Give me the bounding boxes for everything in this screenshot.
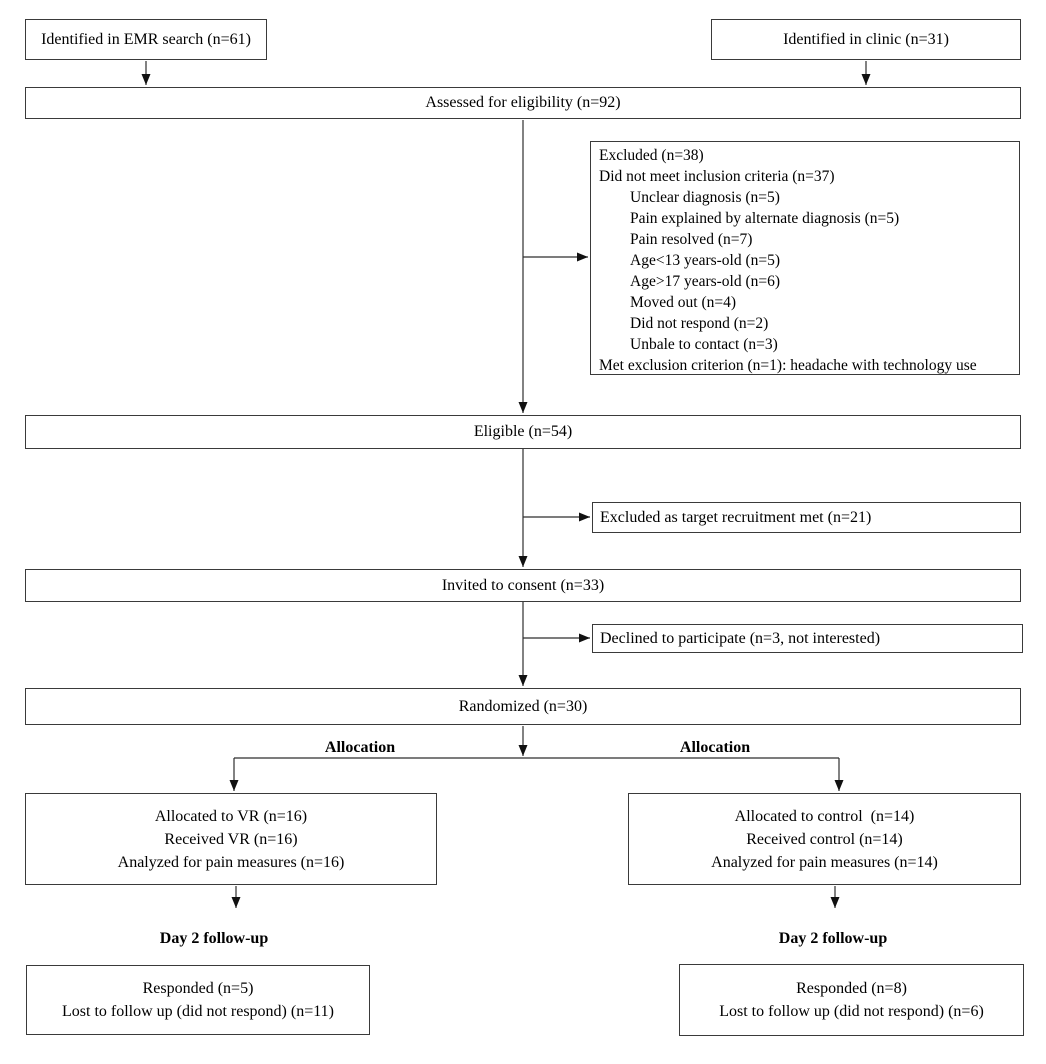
box-allocated-control — [628, 793, 1021, 885]
label-day2-followup-right: Day 2 follow-up — [778, 930, 888, 947]
label-allocation-left: Allocation — [324, 739, 396, 756]
box-clinic-text: Identified in clinic (n=31) — [783, 30, 949, 48]
box-invited-text: Invited to consent (n=33) — [441, 576, 605, 594]
excluded-line: Age<13 years-old (n=5) — [630, 252, 781, 269]
excluded-line: Met exclusion criterion (n=1): headache with technology use — [599, 357, 977, 374]
box-emr-search — [25, 19, 267, 60]
allocated-vr-line: Received VR (n=16) — [164, 830, 298, 848]
followup-control-line: Lost to follow up (did not respond) (n=6) — [719, 1003, 984, 1020]
label-day2-followup-left: Day 2 follow-up — [159, 930, 269, 947]
box-declined-text: Declined to participate (n=3, not interested) — [600, 629, 881, 647]
excluded-line: Unclear diagnosis (n=5) — [630, 189, 780, 206]
box-assessed — [25, 87, 1021, 119]
excluded-line: Excluded (n=38) — [599, 147, 704, 164]
box-declined — [592, 624, 1023, 653]
box-excluded-recruitment-text: Excluded as target recruitment met (n=21) — [600, 508, 872, 526]
box-randomized — [25, 688, 1021, 725]
box-eligible — [25, 415, 1021, 449]
allocated-control-line: Analyzed for pain measures (n=14) — [711, 853, 938, 871]
followup-vr-line: Lost to follow up (did not respond) (n=11) — [62, 1003, 334, 1020]
box-excluded-eligibility — [590, 141, 1020, 375]
followup-vr-line: Responded (n=5) — [142, 980, 254, 997]
box-invited — [25, 569, 1021, 602]
box-followup-vr — [26, 965, 370, 1035]
box-randomized-text: Randomized (n=30) — [458, 697, 588, 715]
excluded-line: Did not respond (n=2) — [630, 315, 769, 332]
allocated-control-line: Received control (n=14) — [746, 830, 903, 848]
allocated-vr-line: Allocated to VR (n=16) — [154, 807, 308, 825]
allocated-control-line: Allocated to control (n=14) — [734, 807, 915, 825]
box-eligible-text: Eligible (n=54) — [473, 423, 573, 440]
allocated-vr-line: Analyzed for pain measures (n=16) — [117, 853, 345, 871]
excluded-line: Pain resolved (n=7) — [630, 231, 753, 248]
excluded-line: Moved out (n=4) — [630, 294, 737, 311]
box-excluded-recruitment — [592, 502, 1021, 533]
excluded-line: Did not meet inclusion criteria (n=37) — [599, 168, 835, 185]
followup-control-line: Responded (n=8) — [796, 980, 907, 997]
box-allocated-vr — [25, 793, 437, 885]
box-followup-control — [679, 964, 1024, 1036]
box-clinic — [711, 19, 1021, 60]
excluded-line: Age>17 years-old (n=6) — [630, 273, 781, 290]
label-allocation-right: Allocation — [679, 739, 751, 756]
box-assessed-text: Assessed for eligibility (n=92) — [425, 94, 621, 111]
box-emr-search-text: Identified in EMR search (n=61) — [41, 30, 251, 48]
excluded-line: Pain explained by alternate diagnosis (n=5) — [630, 210, 900, 227]
excluded-line: Unbale to contact (n=3) — [630, 336, 778, 353]
